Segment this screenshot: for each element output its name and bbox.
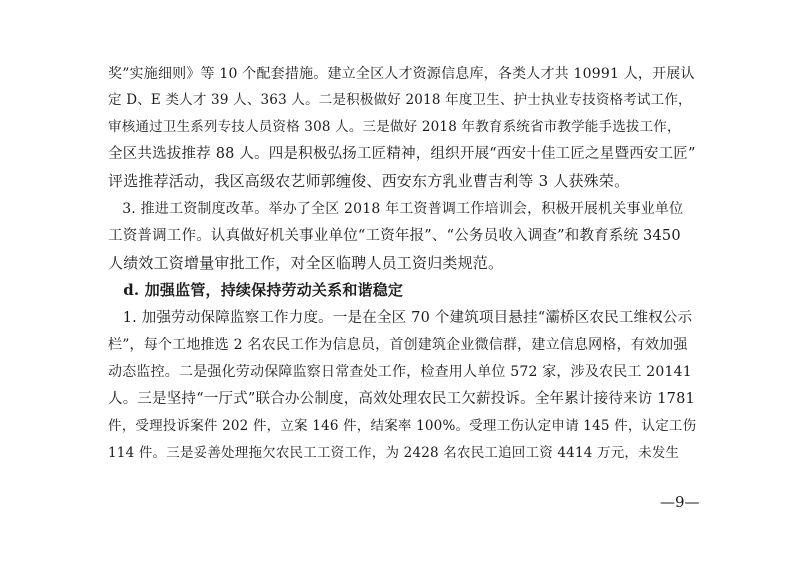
text-line-5: 评选推荐活动，我区高级农艺师郭缠俊、西安东方乳业曹吉利等 3 人获殊荣。 bbox=[108, 172, 630, 190]
text-line-3: 审核通过卫生系列专技人员资格 308 人。三是做好 2018 年教育系统省市教学能手选拔工作， bbox=[108, 119, 681, 135]
text-line-6: 3. 推进工资制度改革。举办了全区 2018 年工资普调工作培训会，积极开展机关事业单位 bbox=[108, 201, 684, 217]
section-heading: d. 加强监管，持续保持劳动关系和谐稳定 bbox=[108, 281, 404, 299]
text-line-11: 栏”，每个工地推选 2 名农民工作为信息员，首创建筑企业微信群，建立信息网格，有效加强 bbox=[108, 337, 688, 353]
text-line-8: 人绩效工资增量审批工作，对全区临聘人员工资归类规范。 bbox=[108, 254, 504, 272]
text-line-13: 人。三是坚持“一厅式”联合办公制度，高效处理农民工欠薪投诉。全年累计接待来访 1781 bbox=[108, 391, 695, 407]
text-line-10: 1. 加强劳动保障监察工作力度。一是在全区 70 个建筑项目悬挂“灞桥区农民工维权公示 bbox=[108, 310, 693, 326]
page-number: —9— bbox=[660, 493, 700, 511]
text-line-14: 件，受理投诉案件 202 件，立案 146 件，结案率 100%。受理工伤认定申请 145 件，认定工伤 bbox=[108, 418, 697, 434]
text-line-2: 定 D、E 类人才 39 人、363 人。二是积极做好 2018 年度卫生、护士执业专技资格考试工作， bbox=[108, 92, 692, 108]
text-line-15: 114 件。三是妥善处理拖欠农民工工资工作，为 2428 名农民工追回工资 4414 万元，未发生 bbox=[108, 445, 680, 461]
text-line-12: 动态监控。二是强化劳动保障监察日常查处工作，检查用人单位 572 家，涉及农民工 20141 bbox=[108, 364, 692, 380]
text-line-4: 全区共选拔推荐 88 人。四是积极弘扬工匠精神，组织开展“西安十佳工匠之星暨西安工匠” bbox=[108, 146, 696, 162]
text-line-1: 奖”实施细则》等 10 个配套措施。建立全区人才资源信息库，各类人才共 10991 人，开展认 bbox=[108, 66, 695, 82]
text-line-7: 工资普调工作。认真做好机关事业单位“工资年报”、“公务员收入调查”和教育系统 3450 bbox=[108, 228, 681, 244]
